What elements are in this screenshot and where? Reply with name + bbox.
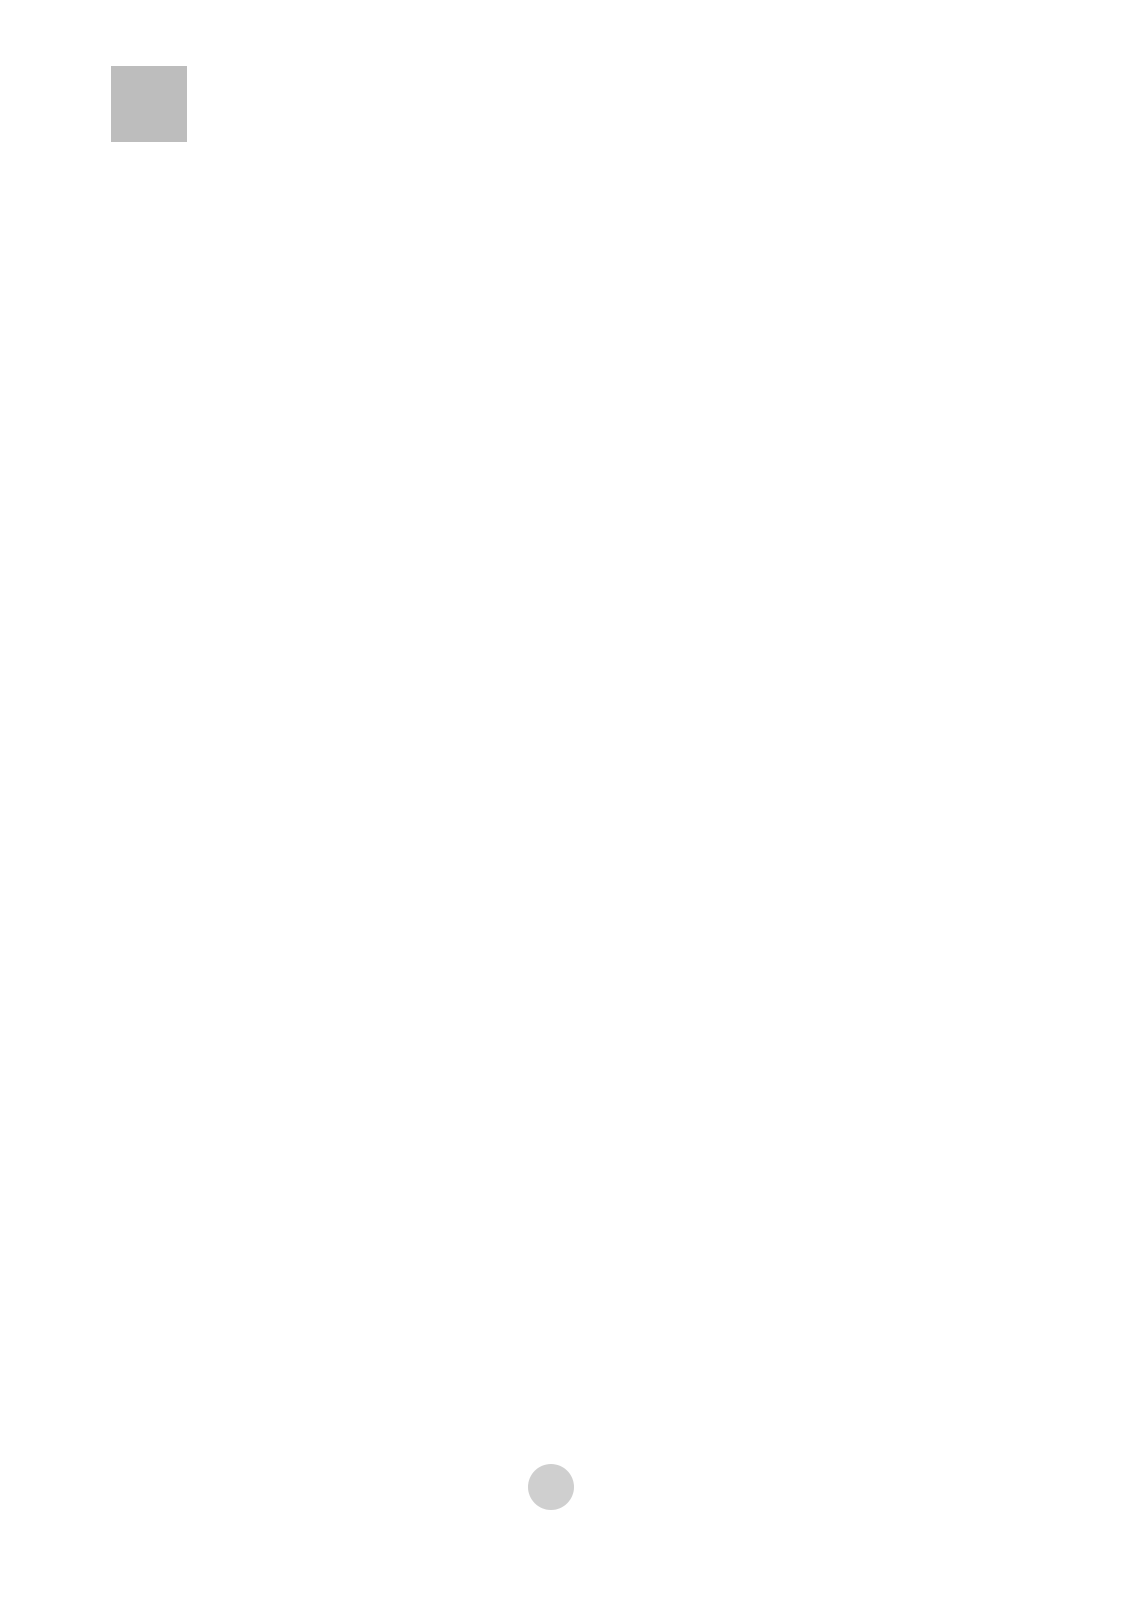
section-marker bbox=[111, 66, 187, 142]
page-number bbox=[528, 1464, 574, 1510]
